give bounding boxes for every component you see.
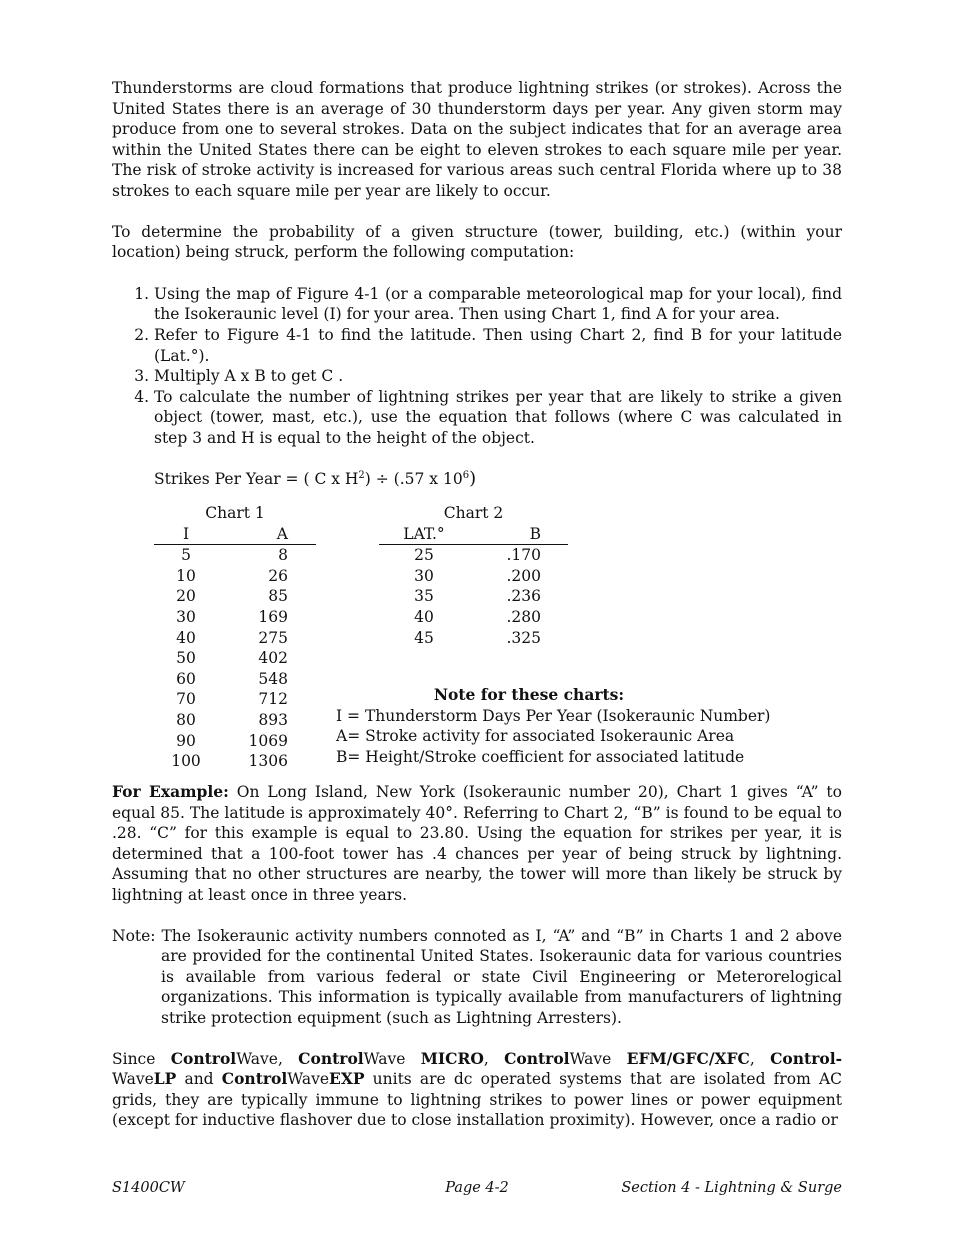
chart1-cell: 60 — [176, 669, 196, 688]
strikes-equation: Strikes Per Year = ( C x $H^2) \div (.57$ x $10^6$) — [154, 467, 477, 489]
chart2-cell: 40 — [414, 608, 434, 627]
chart2-cell: .236 — [506, 587, 541, 606]
isokeraunic-note: Note: The Isokeraunic activity numbers connoted as I, “A” and “B” in Charts 1 and 2 above are provided for the continental United States. Isokeraunic data for various countries is available from various federal or state Civil Engineering or Meterorelogical organizations. This information is typically available from manufacturers of lightning strike protection equipment (such as Lightning Arresters). — [112, 926, 842, 1028]
chart1-row — [154, 586, 316, 607]
chart1-cell: 85 — [268, 587, 288, 606]
chart2-cell: 45 — [414, 628, 434, 647]
chart2-cell: .200 — [506, 566, 541, 585]
chart2-cell: 35 — [414, 587, 434, 606]
chart1-cell: 169 — [258, 608, 288, 627]
document-body — [112, 78, 842, 1131]
chart-2-header: LAT.° B — [379, 524, 568, 546]
chart-2-table — [379, 503, 568, 648]
chart-1-header: I A — [154, 524, 316, 546]
example-paragraph: For Example: On Long Island, New York (Isokeraunic number 20), Chart 1 gives “A” to equal 85. The latitude is approximately 40°. Referring to Chart 2, “B” is found to be equal to .28. “C” for this example is equal to 23.80. Using the equation for strikes per year, it is determined that a 100-foot tower has .4 chances per year of being struck by lightning. Assuming that no other structures are nearby, the tower will more than likely be struck by lightning at least once in three years. — [112, 782, 842, 905]
chart-note-line: I = Thunderstorm Days Per Year (Isokeraunic Number) — [336, 706, 771, 725]
footer-page-number: Page 4-2 — [445, 1180, 509, 1196]
chart2-row — [379, 628, 568, 649]
chart-note-line: B= Height/Stroke coefficient for associated latitude — [336, 747, 745, 766]
chart1-cell: 1306 — [248, 752, 288, 771]
chart1-row — [154, 731, 316, 752]
step-item: 4. To calculate the number of lightning strikes per year that are likely to strike a given object (tower, mast, etc.), use the equation that follows (where C was calculated in step 3 and H is equal to the height of the object. — [154, 387, 842, 449]
chart2-cell: .280 — [506, 608, 541, 627]
chart1-cell: 40 — [176, 628, 196, 647]
chart1-row — [154, 545, 316, 566]
chart1-cell: 1069 — [248, 731, 288, 750]
controlwave-paragraph: Since ControlWave, ControlWave MICRO, ControlWave EFM/GFC/XFC, Control- WaveLP and ControlWaveEXP units are dc operated systems that are isolated from AC grids, they are typically immune to lightning strikes to power lines or power equipment (except for inductive flashover due to close installation proximity). However, once a radio or — [112, 1048, 843, 1130]
step-item: 1. Using the map of Figure 4-1 (or a comparable meteorological map for your local), find the Isokeraunic level (I) for your area. Then using Chart 1, find A for your area. — [154, 284, 842, 325]
chart1-cell: 548 — [258, 669, 288, 688]
chart1-cell: 712 — [258, 690, 288, 709]
computation-intro: To determine the probability of a given structure (tower, building, etc.) (within your location) being struck, perform the following computation: — [112, 222, 842, 262]
computation-steps — [112, 284, 842, 449]
chart1-row — [154, 648, 316, 669]
chart-note — [336, 685, 770, 767]
chart1-cell: 5 — [181, 546, 191, 565]
chart1-row — [154, 607, 316, 628]
chart1-row — [154, 689, 316, 710]
chart1-cell: 30 — [176, 608, 196, 627]
chart1-cell: 100 — [171, 752, 201, 771]
footer-section: Section 4 - Lightning & Surge — [621, 1180, 842, 1196]
chart1-cell: 893 — [258, 711, 288, 730]
chart1-cell: 80 — [176, 711, 196, 730]
footer-doc-id: S1400CW — [112, 1180, 185, 1196]
chart1-row — [154, 566, 316, 587]
chart1-row — [154, 669, 316, 690]
chart1-row — [154, 710, 316, 731]
chart-1-title: Chart 1 — [205, 504, 265, 523]
chart1-cell: 70 — [176, 690, 196, 709]
chart1-cell: 50 — [176, 649, 196, 668]
chart1-cell: 402 — [258, 649, 288, 668]
chart2-row — [379, 545, 568, 566]
chart-1-table — [154, 503, 316, 772]
chart1-cell: 20 — [176, 587, 196, 606]
chart2-cell: 30 — [414, 566, 434, 585]
chart1-cell: 26 — [268, 566, 288, 585]
chart2-cell: .325 — [506, 628, 541, 647]
chart2-row — [379, 586, 568, 607]
chart1-cell: 10 — [176, 566, 196, 585]
chart1-row — [154, 628, 316, 649]
step-item: 2. Refer to Figure 4-1 to find the latitude. Then using Chart 2, find B for your latitude (Lat.°). — [154, 325, 842, 366]
chart-2-title: Chart 2 — [443, 504, 504, 523]
chart2-row — [379, 607, 568, 628]
chart2-row — [379, 566, 568, 587]
chart1-cell: 275 — [258, 628, 288, 647]
chart-note-title: Note for these charts: — [433, 685, 625, 705]
chart2-cell: .170 — [506, 546, 541, 565]
chart-note-line: A= Stroke activity for associated Isokeraunic Area — [336, 727, 735, 746]
chart1-cell: 8 — [278, 546, 288, 565]
step-item: 3. Multiply A x B to get C . — [154, 366, 842, 387]
chart1-row — [154, 751, 316, 772]
chart2-cell: 25 — [414, 546, 434, 565]
intro-paragraph: Thunderstorms are cloud formations that produce lightning strikes (or strokes). Across the United States there is an average of 30 thunderstorm days per year. Any given storm may produce from one to several strokes. Data on the subject indicates that for an average area within the United States there can be eight to eleven strokes to each square mile per year. The risk of stroke activity is increased for various areas such central Florida where up to 38 strokes to each square mile per year are likely to occur. — [112, 79, 842, 200]
charts-section — [112, 503, 842, 773]
chart1-cell: 90 — [176, 731, 196, 750]
